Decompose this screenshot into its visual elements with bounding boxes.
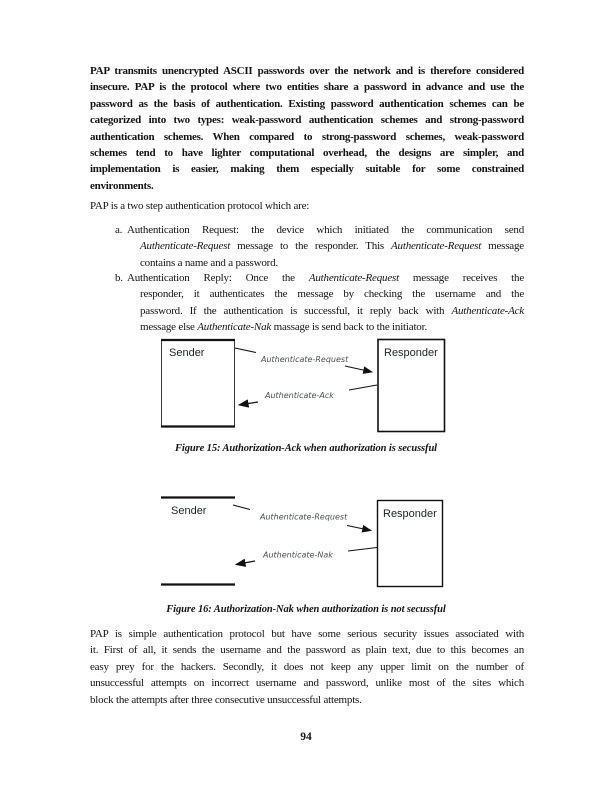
- text-line: [127, 270, 524, 286]
- figure-15-diagram: [155, 336, 465, 436]
- figure-16-diagram: [155, 490, 465, 590]
- text-line: Authentication Request: the device which initiated the communication send: [127, 224, 524, 236]
- term-authenticate-ack: Authenticate-Ack: [451, 304, 524, 317]
- nak-arrow-label: Authenticate-Nak: [263, 550, 333, 560]
- request-arrow-label: Authenticate-Request: [260, 512, 348, 522]
- text-line: unsuccessful attempts on incorrect username and password, unlike most of the sites which: [90, 677, 524, 690]
- nak-arrow: [236, 561, 255, 565]
- text-segment: message: [488, 240, 524, 253]
- text-line: schemes tend to have lighter computational overhead, the designs are simpler, and: [90, 147, 524, 160]
- sender-label: Sender: [169, 347, 205, 359]
- text-segment: Authentication Reply: Once the: [127, 272, 295, 284]
- text-line: easy prey for the hackers. Secondly, it does not keep any upper limit on the number of: [90, 660, 524, 673]
- text-line: [140, 238, 524, 254]
- text-line: insecure. PAP is the protocol where two entities share a password in advance and use the: [90, 81, 524, 94]
- ack-arrow-label: Authenticate-Ack: [265, 391, 334, 400]
- list-item-a: [90, 222, 524, 271]
- figure-15-caption: Figure 15: Authorization-Ack when authorization is secussful: [174, 443, 438, 454]
- text-line: [140, 303, 524, 319]
- text-line: PAP is simple authentication protocol but have some serious security issues associated with: [90, 628, 524, 640]
- text-line: PAP transmits unencrypted ASCII passwords over the network and is therefore considered: [90, 65, 524, 77]
- figure-16-caption: Figure 16: Authorization-Nak when authorization is not secussful: [166, 604, 446, 615]
- security-paragraph: [90, 626, 524, 708]
- responder-label: Responder: [383, 508, 437, 520]
- ack-arrow-start: [349, 385, 377, 390]
- text-segment: password. If the authentication is successful, it reply back with: [140, 304, 445, 317]
- text-line: contains a name and a password.: [140, 256, 278, 269]
- list-item-b: [90, 270, 524, 336]
- request-arrow-start: [235, 348, 256, 353]
- text-line: environments.: [90, 179, 154, 192]
- text-line: [140, 319, 524, 335]
- steps-lead-paragraph: [90, 198, 524, 214]
- text-line: password as the basis of authentication. Existing password authentication schemes can be: [90, 97, 524, 110]
- responder-label: Responder: [384, 347, 438, 359]
- text-line: categorized into two types: weak-password authentication schemes and strong-password: [90, 114, 524, 127]
- term-authenticate-request: Authenticate-Request: [140, 240, 231, 253]
- text-line: responder, it authenticates the message by checking the username and the: [140, 288, 524, 301]
- list-item-a-marker: a.: [115, 224, 123, 236]
- text-segment: massage is send back to the initiator.: [273, 321, 428, 334]
- intro-paragraph: [90, 63, 524, 194]
- text-segment: message to the responder. This: [237, 240, 385, 253]
- request-arrow-label: Authenticate-Request: [261, 355, 349, 364]
- term-authenticate-nak: Authenticate-Nak: [197, 321, 272, 334]
- request-arrow: [345, 366, 372, 372]
- list-item-b-marker: b.: [115, 272, 123, 284]
- sender-label: Sender: [171, 505, 207, 517]
- text-segment: message else: [140, 321, 195, 334]
- page-number: 94: [300, 731, 312, 743]
- text-line: block the attempts after three consecutive unsuccessful attempts.: [90, 693, 362, 706]
- text-line: PAP is a two step authentication protocol which are:: [90, 200, 310, 212]
- text-line: it. First of all, it sends the username and the password as plain text, due to this becomes an: [90, 644, 524, 657]
- term-authenticate-request: Authenticate-Request: [308, 272, 399, 284]
- term-authenticate-request: Authenticate-Request: [391, 240, 482, 253]
- request-arrow-start: [233, 505, 250, 510]
- request-arrow: [347, 526, 371, 531]
- text-line: implementation is easier, making them especially suitable for some constrained: [90, 163, 524, 176]
- nak-arrow-start: [348, 548, 377, 552]
- ack-arrow: [239, 402, 258, 405]
- text-line: authentication schemes. When compared to strong-password schemes, weak-password: [90, 130, 524, 143]
- text-segment: message receives the: [412, 272, 524, 284]
